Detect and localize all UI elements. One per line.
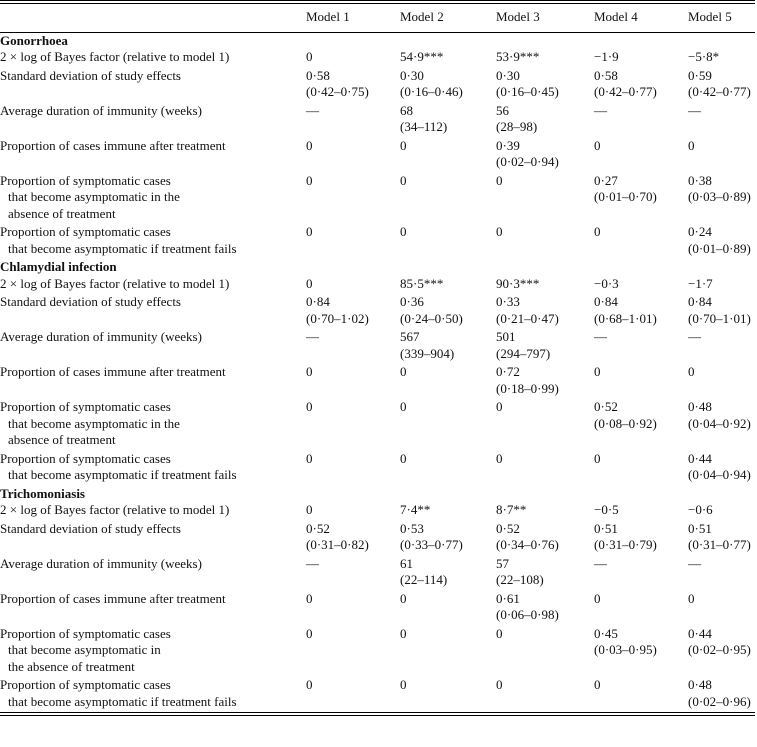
table-row <box>0 556 755 591</box>
row-label-line: absence of treatment <box>8 432 116 447</box>
model-5-cell <box>688 173 755 225</box>
model-2-cell <box>400 556 496 591</box>
model-3-cell <box>496 173 594 225</box>
table-row <box>0 399 755 451</box>
interval-value: (0·34–0·76) <box>496 537 559 552</box>
row-label-line: absence of treatment <box>8 205 116 221</box>
model-5-cell <box>688 591 755 626</box>
interval-value: (0·42–0·75) <box>306 84 369 99</box>
estimate-value: 0·58 <box>594 67 618 83</box>
interval-value: (22–114) <box>400 572 448 587</box>
estimate-value: 0 <box>400 172 407 188</box>
model-4-cell <box>594 521 688 556</box>
model-1-cell <box>306 138 400 173</box>
model-3-cell <box>496 68 594 103</box>
model-4-cell <box>594 138 688 173</box>
model-4-cell <box>594 224 688 259</box>
estimate-value: −0·6 <box>688 502 713 517</box>
interval-value: (0·01–0·89) <box>688 240 751 256</box>
estimate-value: 0 <box>306 275 313 291</box>
model-4-cell <box>594 329 688 364</box>
row-label-line: Proportion of cases immune after treatment <box>0 364 226 379</box>
estimate-value: −1·7 <box>688 275 713 291</box>
estimate-value: 0·33 <box>496 294 520 309</box>
estimate-value: 56 <box>496 102 509 118</box>
estimate-value: 8·7** <box>496 502 527 517</box>
row-label-line: 2 × log of Bayes factor (relative to model 1) <box>0 275 230 291</box>
interval-value: (0·04–0·92) <box>688 415 751 431</box>
estimate-value: 0·51 <box>688 520 712 536</box>
estimate-value: 0·30 <box>400 67 424 83</box>
row-label-line: Proportion of cases immune after treatment <box>0 590 226 606</box>
table-row <box>0 294 755 329</box>
estimate-value: 0·52 <box>306 520 330 536</box>
estimate-value: 0·39 <box>496 137 520 153</box>
estimate-value: — <box>306 102 319 118</box>
row-label-line: Average duration of immunity (weeks) <box>0 329 202 344</box>
table-row <box>0 677 755 712</box>
model-2-cell <box>400 294 496 329</box>
model-4-cell <box>594 399 688 451</box>
model-2-cell <box>400 591 496 626</box>
interval-value: (34–112) <box>400 119 448 134</box>
row-label-line: that become asymptomatic in the <box>8 415 180 431</box>
estimate-value: 0·24 <box>688 224 712 239</box>
model-2-cell <box>400 502 496 521</box>
estimate-value: 0·48 <box>688 399 712 414</box>
model-1-cell <box>306 556 400 591</box>
estimate-value: — <box>688 329 701 344</box>
model-3-cell <box>496 364 594 399</box>
estimate-value: 567 <box>400 329 420 344</box>
row-label <box>0 591 306 626</box>
interval-value: (0·16–0·46) <box>400 84 463 99</box>
interval-value: (0·24–0·50) <box>400 310 463 326</box>
estimate-value: 0 <box>496 677 503 692</box>
model-3-cell <box>496 451 594 486</box>
table-row <box>0 68 755 103</box>
estimate-value: 53·9*** <box>496 49 540 64</box>
row-label-line: that become asymptomatic if treatment fails <box>8 693 237 709</box>
table-row <box>0 103 755 138</box>
estimate-value: — <box>306 329 319 344</box>
model-4-cell <box>594 173 688 225</box>
section-heading-row <box>0 259 755 276</box>
row-label <box>0 103 306 138</box>
model-4-cell <box>594 591 688 626</box>
estimate-value: −1·9 <box>594 49 619 64</box>
estimate-value: 0 <box>400 364 407 379</box>
model-2-cell <box>400 521 496 556</box>
interval-value: (0·68–1·01) <box>594 310 657 326</box>
estimate-value: 0·61 <box>496 590 520 606</box>
model-3-cell <box>496 677 594 712</box>
estimate-value: — <box>594 555 607 571</box>
row-label-line: Proportion of symptomatic cases <box>0 677 171 692</box>
estimate-value: 0 <box>688 364 695 379</box>
row-label <box>0 294 306 329</box>
row-label-line: Proportion of symptomatic cases <box>0 172 171 188</box>
row-label-line: that become asymptomatic in the <box>8 189 180 204</box>
interval-value: (0·16–0·45) <box>496 84 559 99</box>
estimate-value: 0 <box>594 677 601 692</box>
model-3-cell <box>496 138 594 173</box>
model-5-cell <box>688 626 755 678</box>
row-label <box>0 364 306 399</box>
estimate-value: −0·5 <box>594 502 619 517</box>
model-4-cell <box>594 49 688 68</box>
model-3-cell <box>496 224 594 259</box>
model-1-cell <box>306 68 400 103</box>
estimate-value: 0·36 <box>400 294 424 309</box>
interval-value: (0·31–0·77) <box>688 537 751 552</box>
estimate-value: 57 <box>496 555 509 571</box>
estimate-value: 0 <box>400 625 407 641</box>
table-row <box>0 49 755 68</box>
estimate-value: 0·84 <box>594 294 618 309</box>
interval-value: (0·21–0·47) <box>496 310 559 326</box>
row-label-line: 2 × log of Bayes factor (relative to model 1) <box>0 49 230 64</box>
estimate-value: 0·84 <box>306 294 330 309</box>
estimate-value: 0·53 <box>400 520 424 536</box>
header-row <box>0 4 755 32</box>
estimate-value: 0 <box>594 224 601 239</box>
bottom-double-rule <box>0 712 755 716</box>
interval-value: (0·02–0·94) <box>496 154 559 169</box>
model-3-cell <box>496 591 594 626</box>
estimate-value: 0 <box>306 590 313 606</box>
row-label-line: Average duration of immunity (weeks) <box>0 102 202 118</box>
row-label-line: the absence of treatment <box>8 658 135 674</box>
estimate-value: 0 <box>400 224 407 239</box>
model-5-cell <box>688 49 755 68</box>
row-label-line: Average duration of immunity (weeks) <box>0 555 202 571</box>
model-5-cell <box>688 276 755 295</box>
interval-value: (0·42–0·77) <box>594 84 657 99</box>
estimate-value: 0 <box>306 224 313 239</box>
row-label-line: Proportion of cases immune after treatment <box>0 137 226 153</box>
model-5-cell <box>688 364 755 399</box>
estimate-value: — <box>594 102 607 118</box>
row-label <box>0 556 306 591</box>
model-1-cell <box>306 294 400 329</box>
model-1-cell <box>306 103 400 138</box>
estimate-value: 61 <box>400 555 413 571</box>
row-label-line: that become asymptomatic if treatment fails <box>8 467 237 482</box>
estimate-value: 0 <box>400 137 407 153</box>
estimate-value: 0 <box>594 364 601 379</box>
estimate-value: 0 <box>306 172 313 188</box>
interval-value: (0·42–0·77) <box>688 84 751 99</box>
table-row <box>0 224 755 259</box>
model-5-cell <box>688 399 755 451</box>
interval-value: (0·03–0·89) <box>688 189 751 204</box>
row-label <box>0 521 306 556</box>
model-5-cell <box>688 68 755 103</box>
model-3-cell <box>496 329 594 364</box>
estimate-value: 0 <box>306 625 313 641</box>
model-3-cell <box>496 49 594 68</box>
model-comparison-table <box>0 4 755 712</box>
model-1-cell <box>306 276 400 295</box>
model-5-cell <box>688 329 755 364</box>
model-5-cell <box>688 502 755 521</box>
estimate-value: 0·52 <box>496 520 520 536</box>
estimate-value: 0·38 <box>688 172 712 188</box>
model-3-cell <box>496 399 594 451</box>
estimate-value: 0 <box>496 450 503 466</box>
estimate-value: — <box>594 329 607 344</box>
table-row <box>0 138 755 173</box>
model-4-cell <box>594 294 688 329</box>
row-label-line: 2 × log of Bayes factor (relative to model 1) <box>0 502 230 517</box>
table-row <box>0 329 755 364</box>
row-label-line: that become asymptomatic in <box>8 642 161 657</box>
estimate-value: 0·44 <box>688 450 712 466</box>
model-1-cell <box>306 591 400 626</box>
model-2-cell <box>400 677 496 712</box>
model-3-cell <box>496 294 594 329</box>
estimate-value: 0·27 <box>594 172 618 188</box>
model-5-cell <box>688 677 755 712</box>
interval-value: (0·01–0·70) <box>594 189 657 204</box>
model-4-cell <box>594 677 688 712</box>
model-3-cell <box>496 276 594 295</box>
model-1-cell <box>306 49 400 68</box>
estimate-value: 501 <box>496 329 516 344</box>
interval-value: (0·06–0·98) <box>496 607 559 622</box>
model-1-cell <box>306 677 400 712</box>
estimate-value: 0 <box>496 172 503 188</box>
header-cell-model-2: Model 2 <box>400 4 496 32</box>
model-3-cell <box>496 502 594 521</box>
estimate-value: 7·4** <box>400 502 431 517</box>
interval-value: (28–98) <box>496 119 538 134</box>
model-4-cell <box>594 502 688 521</box>
row-label-line: Standard deviation of study effects <box>0 520 181 536</box>
model-5-cell <box>688 521 755 556</box>
estimate-value: 0 <box>400 590 407 606</box>
row-label-line: Proportion of symptomatic cases <box>0 399 171 414</box>
estimate-value: 0·48 <box>688 677 712 692</box>
table-row <box>0 591 755 626</box>
model-1-cell <box>306 224 400 259</box>
estimate-value: 0 <box>400 677 407 692</box>
model-2-cell <box>400 49 496 68</box>
estimate-value: 0 <box>594 137 601 153</box>
model-4-cell <box>594 626 688 678</box>
row-label <box>0 677 306 712</box>
model-2-cell <box>400 173 496 225</box>
table-row <box>0 502 755 521</box>
interval-value: (22–108) <box>496 572 544 587</box>
model-4-cell <box>594 364 688 399</box>
interval-value: (0·02–0·95) <box>688 642 751 657</box>
estimate-value: 85·5*** <box>400 275 444 291</box>
estimate-value: 0·72 <box>496 364 520 379</box>
estimate-value: 0 <box>306 137 313 153</box>
table-row <box>0 173 755 225</box>
row-label-line: Standard deviation of study effects <box>0 294 181 309</box>
row-label <box>0 49 306 68</box>
row-label <box>0 451 306 486</box>
row-label <box>0 329 306 364</box>
estimate-value: 0·30 <box>496 67 520 83</box>
estimate-value: 68 <box>400 102 413 118</box>
model-2-cell <box>400 399 496 451</box>
estimate-value: 0 <box>400 399 407 414</box>
model-2-cell <box>400 364 496 399</box>
header-cell-model-3: Model 3 <box>496 4 594 32</box>
estimate-value: 54·9*** <box>400 49 444 64</box>
model-2-cell <box>400 103 496 138</box>
estimate-value: 0 <box>306 399 313 414</box>
row-label-line: Proportion of symptomatic cases <box>0 625 171 641</box>
model-5-cell <box>688 451 755 486</box>
estimate-value: 0·51 <box>594 520 618 536</box>
estimate-value: 0 <box>306 364 313 379</box>
estimate-value: 0·44 <box>688 625 712 641</box>
interval-value: (0·02–0·96) <box>688 693 751 709</box>
section-title: Trichomoniasis <box>0 485 85 501</box>
estimate-value: 0·58 <box>306 67 330 83</box>
estimate-value: 0 <box>306 450 313 466</box>
estimate-value: 0 <box>496 224 503 239</box>
model-5-cell <box>688 556 755 591</box>
interval-value: (0·08–0·92) <box>594 415 657 431</box>
estimate-value: 0 <box>496 399 503 414</box>
estimate-value: — <box>688 102 701 118</box>
table-row <box>0 521 755 556</box>
model-4-cell <box>594 103 688 138</box>
row-label-line: Proportion of symptomatic cases <box>0 450 171 466</box>
row-label <box>0 173 306 225</box>
section-heading-row <box>0 32 755 49</box>
model-4-cell <box>594 556 688 591</box>
interval-value: (0·70–1·02) <box>306 310 369 326</box>
estimate-value: 0 <box>688 590 695 606</box>
row-label <box>0 502 306 521</box>
header-cell-label <box>0 4 306 32</box>
table-row <box>0 364 755 399</box>
estimate-value: 0·52 <box>594 399 618 414</box>
estimate-value: 0 <box>594 450 601 466</box>
interval-value: (0·18–0·99) <box>496 380 559 396</box>
estimate-value: 0·84 <box>688 294 712 309</box>
estimate-value: 0 <box>306 677 313 692</box>
model-1-cell <box>306 399 400 451</box>
estimate-value: 0·59 <box>688 67 712 83</box>
interval-value: (339–904) <box>400 345 455 361</box>
table-row <box>0 276 755 295</box>
model-1-cell <box>306 329 400 364</box>
model-4-cell <box>594 68 688 103</box>
row-label-line: Proportion of symptomatic cases <box>0 224 171 239</box>
section-title: Gonorrhoea <box>0 32 68 48</box>
model-1-cell <box>306 521 400 556</box>
model-5-cell <box>688 224 755 259</box>
interval-value: (0·31–0·79) <box>594 537 657 552</box>
model-1-cell <box>306 451 400 486</box>
model-4-cell <box>594 276 688 295</box>
model-2-cell <box>400 329 496 364</box>
table-body <box>0 32 755 712</box>
interval-value: (0·03–0·95) <box>594 642 657 657</box>
model-2-cell <box>400 276 496 295</box>
estimate-value: 0 <box>400 450 407 466</box>
estimate-value: 0 <box>306 502 313 517</box>
interval-value: (294–797) <box>496 345 551 361</box>
header-cell-model-1: Model 1 <box>306 4 400 32</box>
model-2-cell <box>400 68 496 103</box>
interval-value: (0·33–0·77) <box>400 537 463 552</box>
header-cell-model-5: Model 5 <box>688 4 755 32</box>
estimate-value: 0 <box>688 137 695 153</box>
estimate-value: 0 <box>496 625 503 641</box>
section-heading-row <box>0 486 755 503</box>
estimate-value: 90·3*** <box>496 275 540 291</box>
interval-value: (0·31–0·82) <box>306 537 369 552</box>
model-5-cell <box>688 294 755 329</box>
estimate-value: −0·3 <box>594 275 619 291</box>
model-3-cell <box>496 521 594 556</box>
estimate-value: 0 <box>594 590 601 606</box>
row-label <box>0 68 306 103</box>
row-label-line: Standard deviation of study effects <box>0 67 181 83</box>
interval-value: (0·70–1·01) <box>688 310 751 326</box>
header-cell-model-4: Model 4 <box>594 4 688 32</box>
model-3-cell <box>496 556 594 591</box>
estimate-value: — <box>688 555 701 571</box>
model-5-cell <box>688 138 755 173</box>
model-2-cell <box>400 626 496 678</box>
model-2-cell <box>400 224 496 259</box>
table-row <box>0 626 755 678</box>
model-1-cell <box>306 173 400 225</box>
table-row <box>0 451 755 486</box>
interval-value: (0·04–0·94) <box>688 467 751 482</box>
estimate-value: 0 <box>306 49 313 64</box>
row-label <box>0 276 306 295</box>
model-1-cell <box>306 626 400 678</box>
section-title: Chlamydial infection <box>0 259 117 274</box>
model-5-cell <box>688 103 755 138</box>
model-3-cell <box>496 626 594 678</box>
estimate-value: −5·8* <box>688 49 720 64</box>
estimate-value: 0·45 <box>594 625 618 641</box>
model-1-cell <box>306 364 400 399</box>
row-label <box>0 224 306 259</box>
model-1-cell <box>306 502 400 521</box>
model-4-cell <box>594 451 688 486</box>
row-label <box>0 399 306 451</box>
model-3-cell <box>496 103 594 138</box>
model-2-cell <box>400 451 496 486</box>
estimate-value: — <box>306 555 319 571</box>
row-label <box>0 626 306 678</box>
row-label <box>0 138 306 173</box>
model-2-cell <box>400 138 496 173</box>
row-label-line: that become asymptomatic if treatment fails <box>8 240 237 256</box>
